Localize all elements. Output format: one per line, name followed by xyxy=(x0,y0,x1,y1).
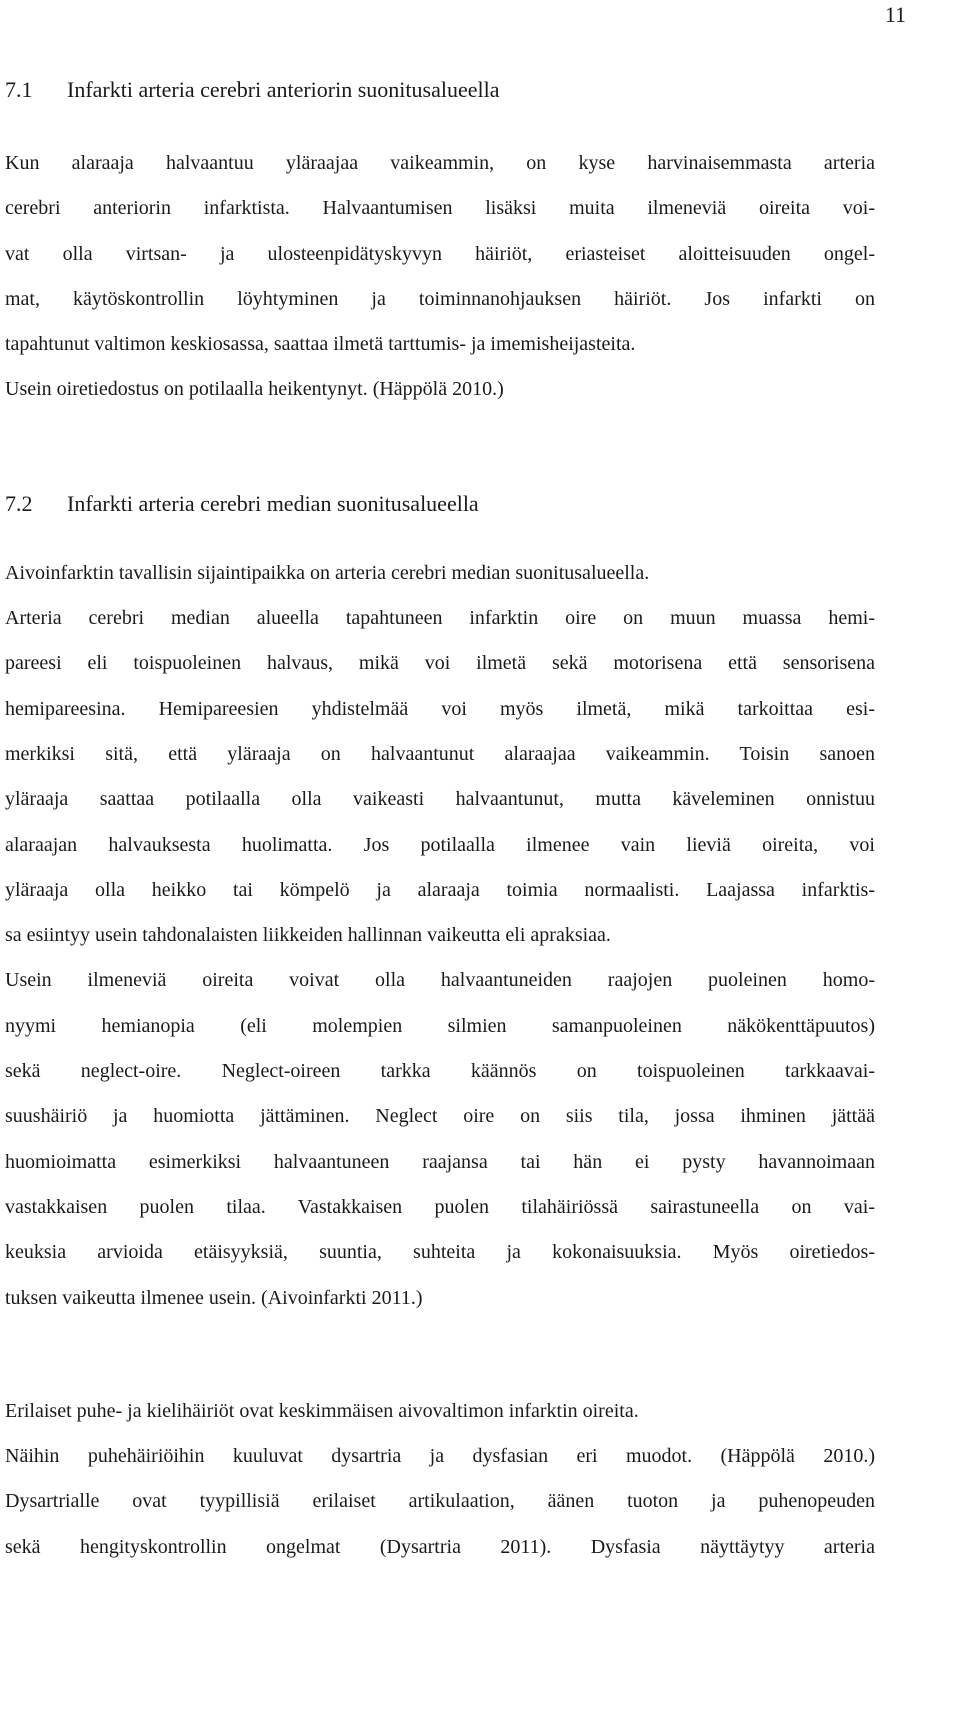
text-line: tapahtunut valtimon keskiosassa, saattaa ilmetä tarttumis- ja imemisheijasteita. xyxy=(5,333,636,356)
heading-title: Infarkti arteria cerebri anteriorin suonitusalueella xyxy=(67,77,500,102)
text-line: Usein oiretiedostus on potilaalla heikentynyt. (Häppölä 2010.) xyxy=(5,378,504,401)
heading-number: 7.2 xyxy=(5,490,33,516)
text-line: Dysartrialle ovat tyypillisiä erilaiset artikulaation, äänen tuoton ja puhenopeuden xyxy=(5,1490,875,1513)
page-number: 11 xyxy=(884,2,906,27)
text-line: nyymi hemianopia (eli molempien silmien samanpuoleinen näkökenttäpuutos) xyxy=(5,1014,875,1037)
text-line: Näihin puhehäiriöihin kuuluvat dysartria ja dysfasian eri muodot. (Häppölä 2010.) xyxy=(5,1445,875,1468)
text-line: yläraaja saattaa potilaalla olla vaikeasti halvaantunut, mutta käveleminen onnistuu xyxy=(5,788,875,811)
text-line: tuksen vaikeutta ilmenee usein. (Aivoinfarkti 2011.) xyxy=(5,1286,423,1309)
text-line: pareesi eli toispuoleinen halvaus, mikä voi ilmetä sekä motorisena että sensorisena xyxy=(5,652,875,675)
paragraph-speech-disorders xyxy=(5,1389,875,1570)
text-line: merkiksi sitä, että yläraaja on halvaantunut alaraajaa vaikeammin. Toisin sanoen xyxy=(5,742,875,765)
document-body xyxy=(5,68,875,1570)
text-line: huomioimatta esimerkiksi halvaantuneen raajansa tai hän ei pysty havannoimaan xyxy=(5,1150,875,1173)
text-line: alaraajan halvauksesta huolimatta. Jos potilaalla ilmenee vain lieviä oireita, voi xyxy=(5,833,875,856)
text-line: keuksia arvioida etäisyyksiä, suuntia, suhteita ja kokonaisuuksia. Myös oiretiedos- xyxy=(5,1241,875,1264)
text-line: sa esiintyy usein tahdonalaisten liikkeiden hallinnan vaikeutta eli apraksiaa. xyxy=(5,924,611,947)
heading-number: 7.1 xyxy=(5,77,33,102)
text-line: vastakkaisen puolen tilaa. Vastakkaisen puolen tilahäiriössä sairastuneella on vai- xyxy=(5,1195,875,1218)
text-line: Usein ilmeneviä oireita voivat olla halvaantuneiden raajojen puoleinen homo- xyxy=(5,969,875,992)
text-line: sekä neglect-oire. Neglect-oireen tarkka käännös on toispuoleinen tarkkaavai- xyxy=(5,1060,875,1083)
text-line: vat olla virtsan- ja ulosteenpidätyskyvyn häiriöt, eriasteiset aloitteisuuden ongel- xyxy=(5,242,875,265)
paragraph-median xyxy=(5,551,875,1321)
text-line: suushäiriö ja huomiotta jättäminen. Neglect oire on siis tila, jossa ihminen jättää xyxy=(5,1105,875,1128)
text-line: Arteria cerebri median alueella tapahtuneen infarktin oire on muun muassa hemi- xyxy=(5,607,875,630)
text-line: Kun alaraaja halvaantuu yläraajaa vaikeammin, on kyse harvinaisemmasta arteria xyxy=(5,152,875,174)
text-line: yläraaja olla heikko tai kömpelö ja alaraaja toimia normaalisti. Laajassa infarktis- xyxy=(5,878,875,901)
section-heading-7-2 xyxy=(5,482,875,526)
text-line: hemipareesina. Hemipareesien yhdistelmää voi myös ilmetä, mikä tarkoittaa esi- xyxy=(5,697,875,720)
text-line: cerebri anteriorin infarktista. Halvaantumisen lisäksi muita ilmeneviä oireita voi- xyxy=(5,197,875,220)
heading-title: Infarkti arteria cerebri median suonitusalueella xyxy=(67,490,479,516)
paragraph-anterior xyxy=(5,141,875,413)
section-heading-7-1 xyxy=(5,68,875,112)
text-line: Erilaiset puhe- ja kielihäiriöt ovat keskimmäisen aivovaltimon infarktin oireita. xyxy=(5,1399,639,1422)
text-line: sekä hengityskontrollin ongelmat (Dysartria 2011). Dysfasia näyttäytyy arteria xyxy=(5,1535,875,1558)
text-line: Aivoinfarktin tavallisin sijaintipaikka on arteria cerebri median suonitusalueella. xyxy=(5,561,650,584)
text-line: mat, käytöskontrollin löyhtyminen ja toiminnanohjauksen häiriöt. Jos infarkti on xyxy=(5,287,875,310)
